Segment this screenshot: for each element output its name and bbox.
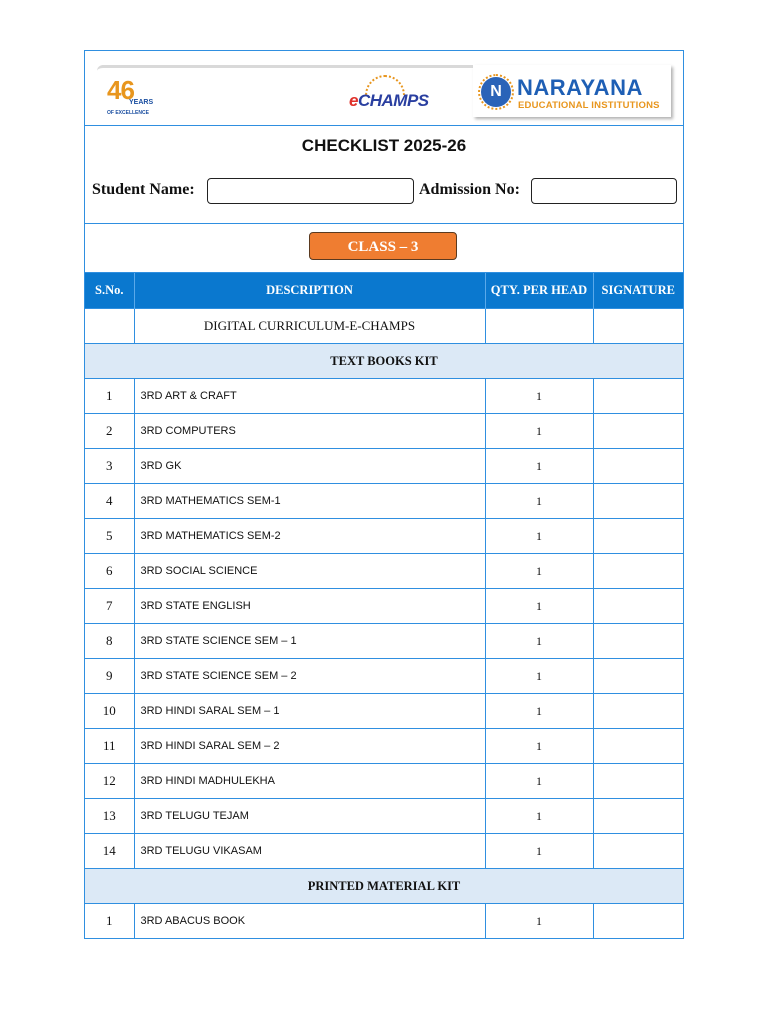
logo-tagline: OF EXCELLENCE bbox=[107, 110, 149, 116]
cell-sno: 9 bbox=[85, 659, 134, 694]
title-section bbox=[85, 126, 683, 224]
narayana-logo bbox=[473, 65, 671, 117]
cell-qty: 1 bbox=[485, 589, 593, 624]
cell-signature[interactable] bbox=[593, 309, 683, 344]
section-printed-material-row bbox=[85, 869, 683, 904]
cell-signature[interactable] bbox=[593, 904, 683, 939]
header-sno: S.No. bbox=[85, 273, 134, 309]
cell-description: 3RD TELUGU VIKASAM bbox=[134, 834, 485, 869]
cell-signature[interactable] bbox=[593, 799, 683, 834]
cell-description: 3RD GK bbox=[134, 449, 485, 484]
table-row bbox=[85, 694, 683, 729]
narayana-badge-icon: N bbox=[481, 77, 511, 107]
cell-sno: 5 bbox=[85, 519, 134, 554]
table-row bbox=[85, 379, 683, 414]
cell-qty: 1 bbox=[485, 694, 593, 729]
cell-description: 3RD HINDI MADHULEKHA bbox=[134, 764, 485, 799]
cell-description: 3RD HINDI SARAL SEM – 2 bbox=[134, 729, 485, 764]
section-title: PRINTED MATERIAL KIT bbox=[85, 869, 683, 904]
cell-signature[interactable] bbox=[593, 834, 683, 869]
cell-qty bbox=[485, 309, 593, 344]
section-title: TEXT BOOKS KIT bbox=[85, 344, 683, 379]
cell-signature[interactable] bbox=[593, 659, 683, 694]
curriculum-row bbox=[85, 309, 683, 344]
cell-sno: 14 bbox=[85, 834, 134, 869]
cell-qty: 1 bbox=[485, 484, 593, 519]
header-signature: SIGNATURE bbox=[593, 273, 683, 309]
cell-description: 3RD MATHEMATICS SEM-2 bbox=[134, 519, 485, 554]
cell-description: 3RD MATHEMATICS SEM-1 bbox=[134, 484, 485, 519]
cell-sno: 11 bbox=[85, 729, 134, 764]
cell-description: 3RD ABACUS BOOK bbox=[134, 904, 485, 939]
table-row bbox=[85, 764, 683, 799]
table-row bbox=[85, 834, 683, 869]
cell-sno: 7 bbox=[85, 589, 134, 624]
cell-qty: 1 bbox=[485, 729, 593, 764]
cell-sno: 8 bbox=[85, 624, 134, 659]
cell-qty: 1 bbox=[485, 519, 593, 554]
cell-description: 3RD ART & CRAFT bbox=[134, 379, 485, 414]
table-row bbox=[85, 414, 683, 449]
checklist-table bbox=[85, 273, 683, 938]
cell-sno: 10 bbox=[85, 694, 134, 729]
cell-qty: 1 bbox=[485, 379, 593, 414]
table-row bbox=[85, 519, 683, 554]
cell-sno: 1 bbox=[85, 904, 134, 939]
echamps-logo bbox=[349, 75, 429, 117]
cell-signature[interactable] bbox=[593, 414, 683, 449]
cell-sno: 6 bbox=[85, 554, 134, 589]
cell-signature[interactable] bbox=[593, 764, 683, 799]
echamps-rest: CHAMPS bbox=[357, 91, 429, 110]
cell-description: 3RD SOCIAL SCIENCE bbox=[134, 554, 485, 589]
table-row bbox=[85, 659, 683, 694]
table-row bbox=[85, 729, 683, 764]
logo-number: 46 bbox=[107, 75, 134, 105]
logo-years-text: YEARS bbox=[129, 99, 154, 106]
cell-signature[interactable] bbox=[593, 484, 683, 519]
cell-sno: 3 bbox=[85, 449, 134, 484]
cell-qty: 1 bbox=[485, 449, 593, 484]
cell-sno bbox=[85, 309, 134, 344]
cell-qty: 1 bbox=[485, 554, 593, 589]
student-name-label: Student Name: bbox=[92, 181, 195, 198]
cell-signature[interactable] bbox=[593, 589, 683, 624]
cell-signature[interactable] bbox=[593, 694, 683, 729]
table-header-row bbox=[85, 273, 683, 309]
cell-qty: 1 bbox=[485, 764, 593, 799]
checklist-sheet bbox=[84, 50, 684, 939]
cell-description: 3RD HINDI SARAL SEM – 1 bbox=[134, 694, 485, 729]
narayana-name: NARAYANA bbox=[517, 75, 643, 100]
class-section bbox=[85, 224, 683, 273]
cell-qty: 1 bbox=[485, 659, 593, 694]
cell-signature[interactable] bbox=[593, 624, 683, 659]
cell-qty: 1 bbox=[485, 904, 593, 939]
echamps-e: e bbox=[349, 91, 358, 110]
header-qty: QTY. PER HEAD bbox=[485, 273, 593, 309]
cell-signature[interactable] bbox=[593, 379, 683, 414]
cell-sno: 13 bbox=[85, 799, 134, 834]
class-badge: CLASS – 3 bbox=[309, 232, 457, 260]
cell-description: 3RD STATE ENGLISH bbox=[134, 589, 485, 624]
student-name-field[interactable] bbox=[207, 178, 414, 204]
cell-description: 3RD TELUGU TEJAM bbox=[134, 799, 485, 834]
table-row bbox=[85, 554, 683, 589]
table-row bbox=[85, 589, 683, 624]
narayana-subtitle: EDUCATIONAL INSTITUTIONS bbox=[518, 100, 660, 111]
table-row bbox=[85, 449, 683, 484]
cell-qty: 1 bbox=[485, 834, 593, 869]
echamps-wordmark bbox=[349, 91, 429, 111]
table-row bbox=[85, 904, 683, 939]
cell-signature[interactable] bbox=[593, 554, 683, 589]
cell-qty: 1 bbox=[485, 799, 593, 834]
cell-description: 3RD STATE SCIENCE SEM – 1 bbox=[134, 624, 485, 659]
logo-header bbox=[85, 51, 683, 126]
cell-signature[interactable] bbox=[593, 519, 683, 554]
page-title: CHECKLIST 2025-26 bbox=[301, 136, 467, 155]
cell-description: DIGITAL CURRICULUM-E-CHAMPS bbox=[134, 309, 485, 344]
cell-signature[interactable] bbox=[593, 449, 683, 484]
table-row bbox=[85, 484, 683, 519]
admission-no-field[interactable] bbox=[531, 178, 677, 204]
cell-sno: 12 bbox=[85, 764, 134, 799]
cell-sno: 1 bbox=[85, 379, 134, 414]
cell-sno: 2 bbox=[85, 414, 134, 449]
cell-description: 3RD COMPUTERS bbox=[134, 414, 485, 449]
table-row bbox=[85, 799, 683, 834]
table-row bbox=[85, 624, 683, 659]
cell-sno: 4 bbox=[85, 484, 134, 519]
cell-qty: 1 bbox=[485, 414, 593, 449]
admission-no-label: Admission No: bbox=[419, 181, 520, 198]
section-text-books-row bbox=[85, 344, 683, 379]
header-description: DESCRIPTION bbox=[134, 273, 485, 309]
cell-qty: 1 bbox=[485, 624, 593, 659]
46-years-logo bbox=[107, 75, 159, 119]
cell-signature[interactable] bbox=[593, 729, 683, 764]
cell-description: 3RD STATE SCIENCE SEM – 2 bbox=[134, 659, 485, 694]
